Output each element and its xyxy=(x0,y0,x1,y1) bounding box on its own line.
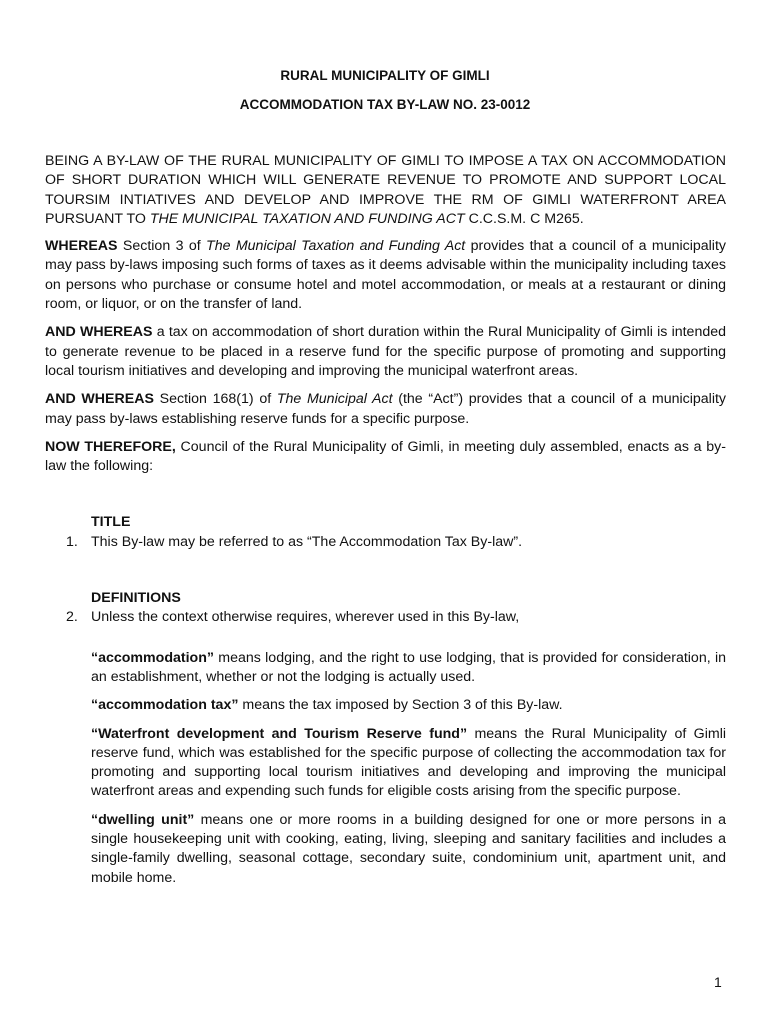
page-number: 1 xyxy=(714,974,722,990)
section-text: This By-law may be referred to as “The Accommodation Tax By-law”. xyxy=(91,533,523,550)
definition-accommodation: “accommodation” means lodging, and the right to use lodging, that is provided for consideration, in an establishment, whether or not the lodging is actually used. xyxy=(91,649,726,685)
recital-whereas: WHEREAS Section 3 of The Municipal Taxation and Funding Act provides that a council of a municipality may pass by-laws imposing such forms of taxes as it deems advisable within the municipality including taxes on persons who purchase or consume hotel and motel accommodation, or meals at a restaurant or dining room, or liquor, or on the transfer of land. xyxy=(45,238,726,313)
recital-and-whereas-2: AND WHEREAS Section 168(1) of The Municipal Act (the “Act”) provides that a council of a municipality may pass by-laws establishing reserve funds for a specific purpose. xyxy=(45,391,727,427)
section-text: Unless the context otherwise requires, wherever used in this By-law, xyxy=(91,609,520,626)
act-reference: THE MUNICIPAL TAXATION AND FUNDING ACT xyxy=(149,210,465,227)
definition-accommodation-tax: “accommodation tax” means the tax imposed by Section 3 of this By-law. xyxy=(91,697,563,714)
section-heading-definitions: DEFINITIONS xyxy=(91,590,181,607)
section-1 xyxy=(66,533,726,552)
document-body xyxy=(45,152,726,897)
definition-reserve-fund: “Waterfront development and Tourism Reserve fund” means the Rural Municipality of Gimli reserve fund, which was established for the specific purpose of collecting the accommodation tax for promoting and supporting local tourism initiatives and developing and improving the municipal waterfront areas and expending such funds for eligible costs arising from the specific purpose. xyxy=(91,725,726,800)
definition-dwelling-unit: “dwelling unit” means one or more rooms in a building designed for one or more persons in a single housekeeping unit with cooking, eating, living, sleeping and sanitary facilities and includes a single-family dwelling, seasonal cottage, secondary suite, condominium unit, apartment unit, and mobile home. xyxy=(91,811,726,886)
municipality-title: RURAL MUNICIPALITY OF GIMLI xyxy=(280,68,490,83)
section-2 xyxy=(66,608,726,627)
section-number: 1. xyxy=(66,533,78,550)
recital-now-therefore: NOW THEREFORE, Council of the Rural Municipality of Gimli, in meeting duly assembled, enacts as a by-law the following: xyxy=(45,438,726,475)
section-heading-title: TITLE xyxy=(91,514,131,531)
bylaw-title: ACCOMMODATION TAX BY-LAW NO. 23-0012 xyxy=(239,97,531,112)
recital-and-whereas-1: AND WHEREAS a tax on accommodation of short duration within the Rural Municipality of Gimli is intended to generate revenue to be placed in a reserve fund for the specific purpose of promoting and supporting local tourism initiatives and developing and improving the municipal waterfront areas. xyxy=(45,324,727,379)
section-number: 2. xyxy=(66,609,78,626)
preamble: BEING A BY-LAW OF THE RURAL MUNICIPALITY OF GIMLI TO IMPOSE A TAX ON ACCOMMODATION OF SHORT DURATION WHICH WILL GENERATE REVENUE TO PROMOTE AND SUPPORT LOCAL TOURSIM INTIATIVES AND DEVELOP AND IMPROVE THE RM OF GIMLI WATERFRONT AREA PURSUANT TO THE MUNICIPAL TAXATION AND FUNDING ACT C.C.S.M. C M265. xyxy=(45,153,726,227)
